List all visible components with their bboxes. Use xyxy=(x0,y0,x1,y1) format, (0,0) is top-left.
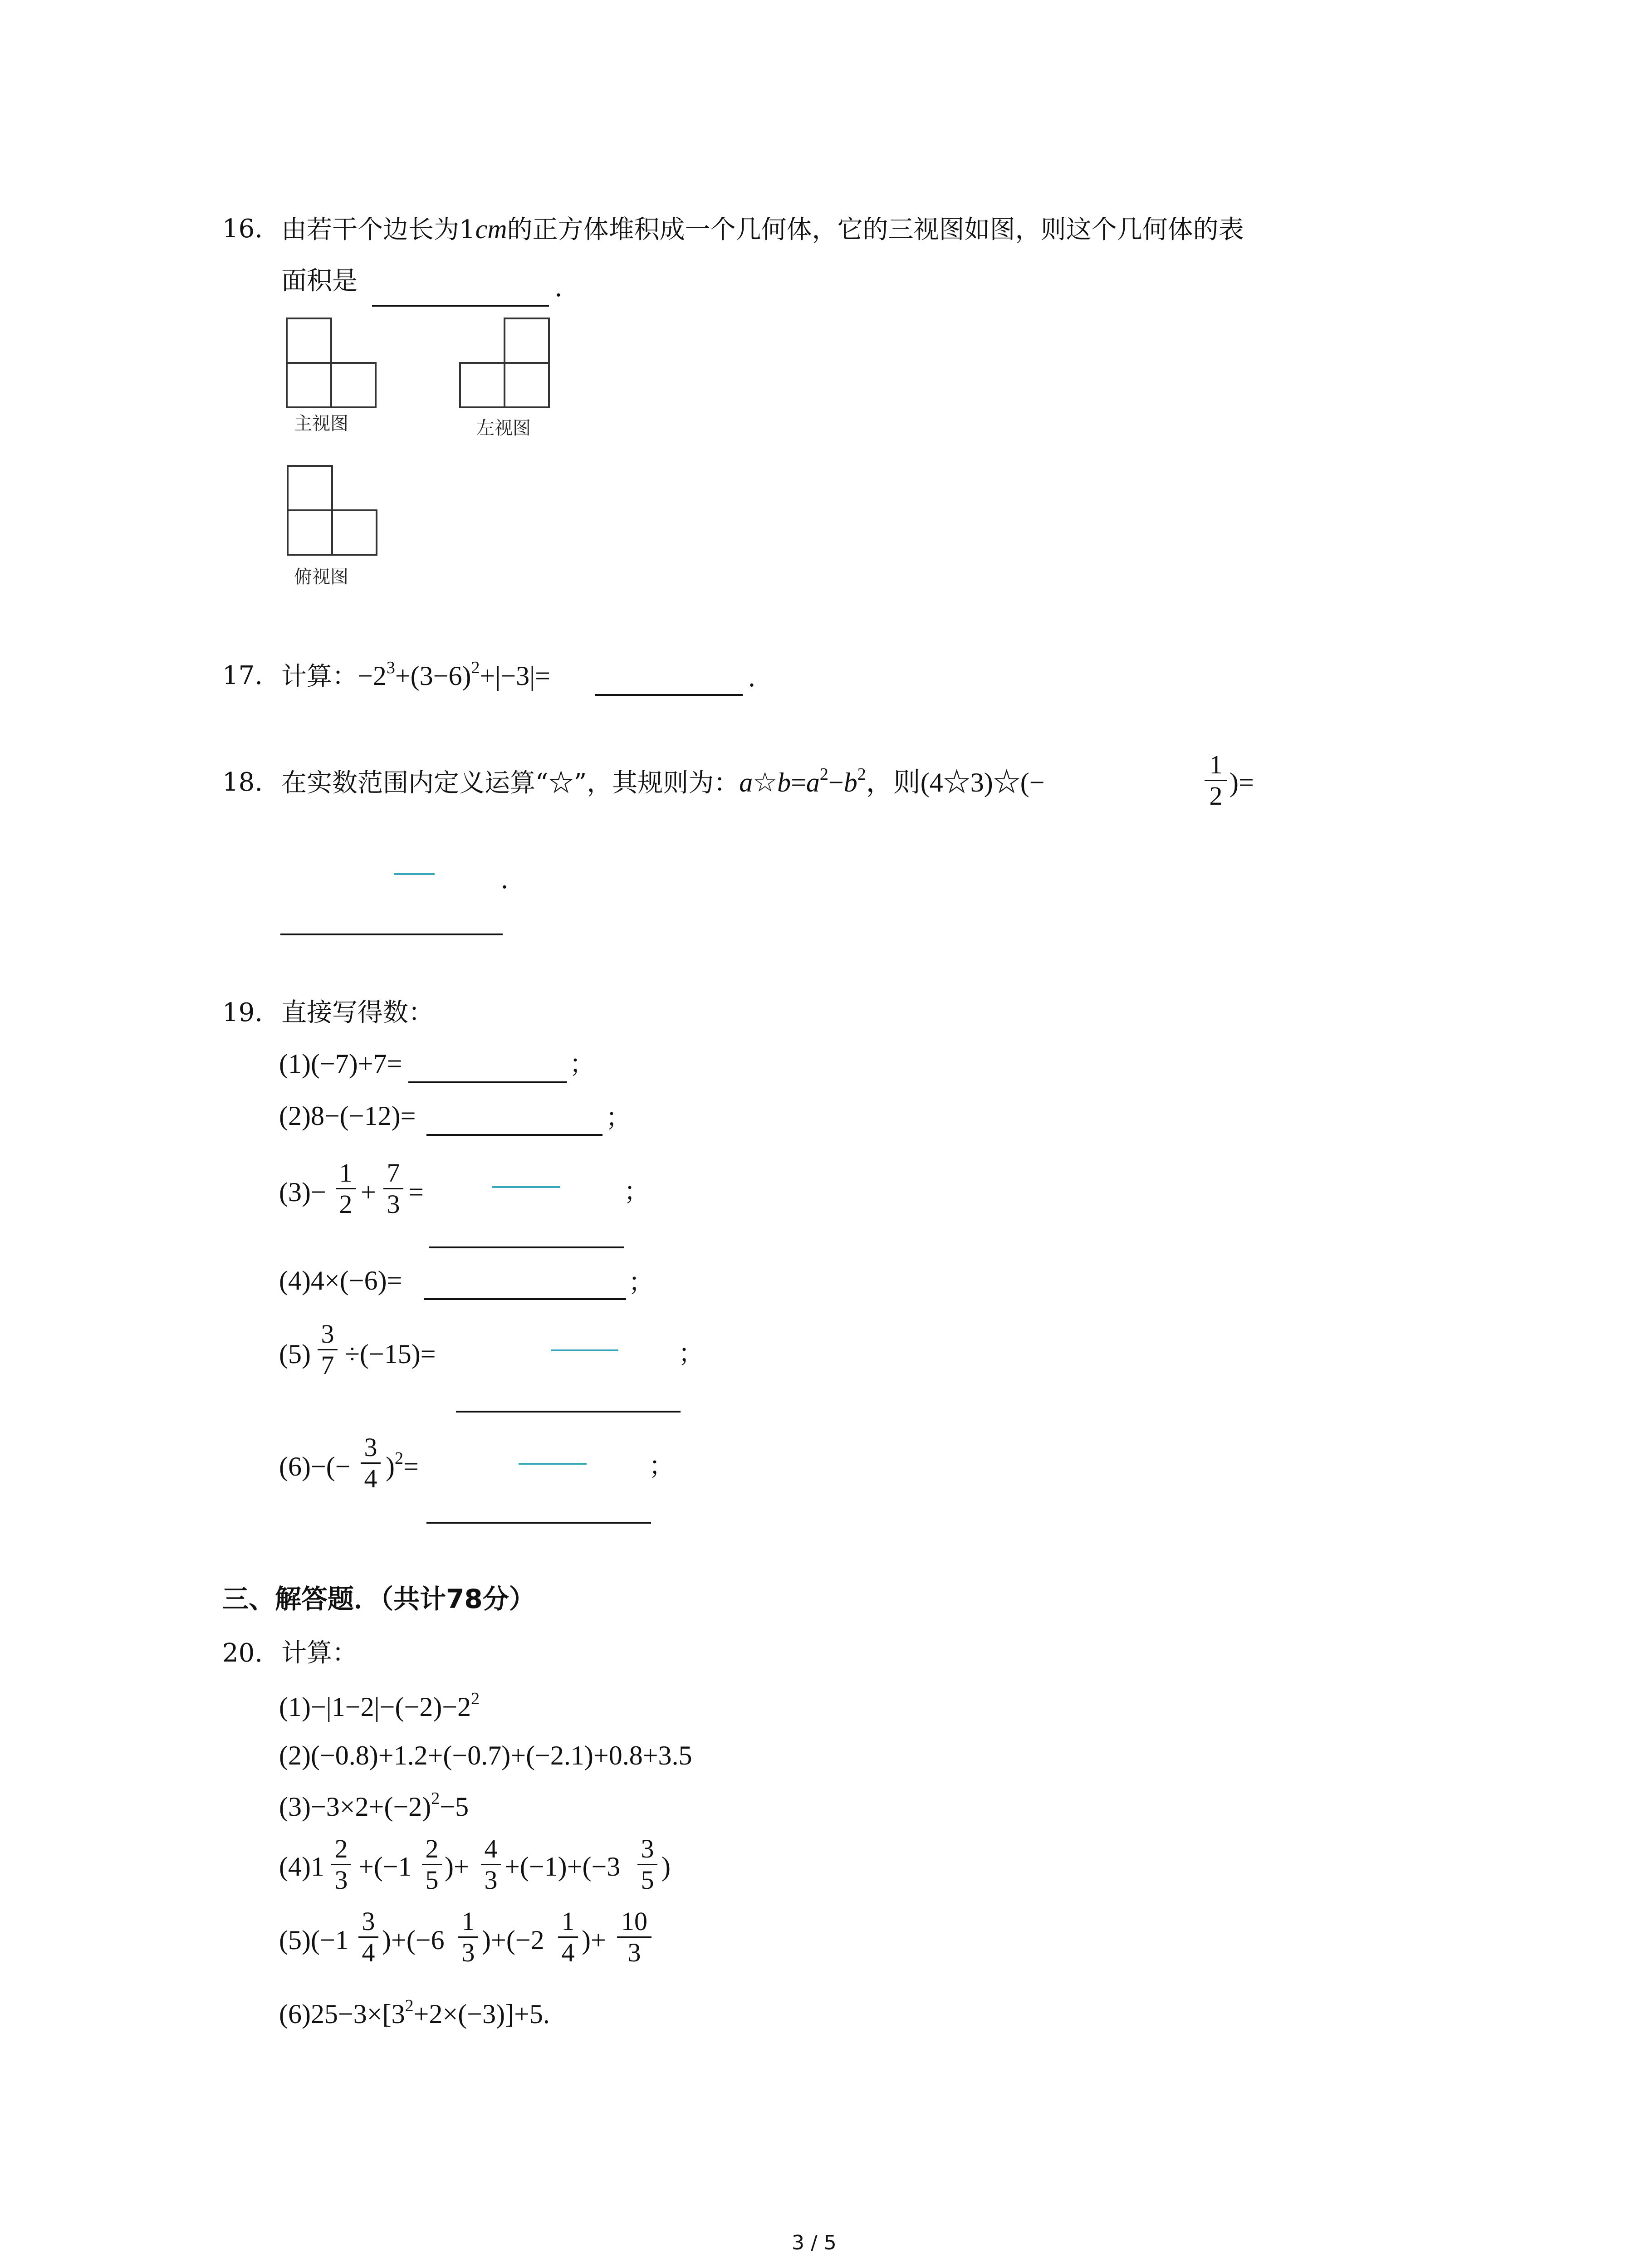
frac-den: 3 xyxy=(461,1938,475,1967)
q17-expression xyxy=(281,660,550,695)
q16-number: 16. xyxy=(222,214,263,244)
q20-p4-frac1 xyxy=(331,1835,351,1894)
q19-p6-paren: ) xyxy=(386,1452,395,1481)
q19-p6-den: 4 xyxy=(364,1464,377,1493)
q19-part5-blank[interactable] xyxy=(456,1411,681,1413)
left-view-cell xyxy=(459,362,505,408)
q19-p5-num: 3 xyxy=(321,1319,334,1349)
q19-part3-frac2 xyxy=(383,1159,403,1218)
left-view-caption: 左视图 xyxy=(476,418,531,439)
q18-rule-star: ☆ xyxy=(753,767,778,797)
q18-rule-b: b xyxy=(777,767,791,797)
q20-p5-frac1 xyxy=(358,1907,378,1967)
frac-den: 5 xyxy=(641,1865,654,1895)
q16-line2: 面积是 xyxy=(281,266,358,296)
q19-part6-frac xyxy=(361,1433,381,1493)
q19-p3-f2-num: 7 xyxy=(387,1158,400,1188)
page-number: 3 / 5 xyxy=(792,2231,837,2254)
q20-part6 xyxy=(279,1998,550,2033)
q20-p4-frac3 xyxy=(481,1835,501,1894)
q19-part3-answer-line[interactable] xyxy=(492,1186,560,1188)
q19-part5-answer-line[interactable] xyxy=(551,1349,618,1351)
q17-number: 17. xyxy=(222,661,263,690)
frac-num: 4 xyxy=(484,1834,498,1863)
frac-num: 2 xyxy=(425,1834,439,1863)
q18-rule-eq: = xyxy=(791,767,806,797)
q20-part4-e: ) xyxy=(661,1852,671,1882)
q18-comma: ，则(4☆3)☆(− xyxy=(866,767,1045,797)
q18-exp-2: 2 xyxy=(857,765,866,784)
q20-p6-text: (6)25−3×[3 xyxy=(279,1999,405,2029)
q20-number: 20. xyxy=(222,1638,263,1668)
q19-p3-f2-den: 3 xyxy=(387,1189,400,1219)
frac-den: 4 xyxy=(362,1938,375,1967)
frac-num: 3 xyxy=(641,1834,654,1863)
top-view-cell xyxy=(287,509,333,556)
q18-answer-blank[interactable] xyxy=(280,934,503,935)
q17-exp-a: 3 xyxy=(386,658,395,677)
q20-p3-tail: −5 xyxy=(440,1792,469,1822)
frac-num: 10 xyxy=(621,1906,647,1936)
q17-period: . xyxy=(748,663,756,693)
q19-part3-eq: = xyxy=(408,1177,424,1207)
q17-expr-a: −2 xyxy=(358,661,387,691)
q19-part2: (2)8−(−12)= xyxy=(279,1101,416,1131)
q18-period: . xyxy=(500,865,509,894)
q18-rule-a2: a xyxy=(806,767,820,797)
q20-part5-a: (5)(−1 xyxy=(279,1925,349,1955)
q19-part4: (4)4×(−6)= xyxy=(279,1266,402,1295)
frac-num: 3 xyxy=(362,1906,375,1936)
q17-expr-b: +(3−6) xyxy=(395,661,471,691)
front-view-caption: 主视图 xyxy=(294,413,348,434)
q20-p3-exp: 2 xyxy=(431,1789,440,1808)
q20-p3-text: (3)−3×2+(−2) xyxy=(279,1792,431,1822)
q18-fraction xyxy=(1205,751,1227,810)
q20-p5-frac4 xyxy=(617,1907,652,1967)
q19-part6-answer-line[interactable] xyxy=(519,1463,587,1465)
q18-rule-minus: − xyxy=(828,767,844,797)
q16-text-a: 由若干个边长为1 xyxy=(281,215,475,244)
q19-part6-b xyxy=(386,1451,419,1486)
q19-part3-frac1 xyxy=(336,1159,356,1218)
q19-part2-semi: ； xyxy=(606,1103,631,1133)
q19-part1-blank[interactable] xyxy=(408,1081,567,1083)
q16-period: . xyxy=(554,273,563,303)
q20-p5-frac3 xyxy=(558,1907,578,1967)
left-view-cell xyxy=(504,318,550,364)
top-view-cell xyxy=(287,465,333,511)
top-view-caption: 俯视图 xyxy=(294,567,348,587)
q20-part4-c: )+ xyxy=(445,1852,469,1882)
q20-p1-exp: 2 xyxy=(471,1689,480,1708)
q19-p6-eq: = xyxy=(403,1452,419,1481)
q18-text xyxy=(281,767,1045,802)
q20-label: 计算： xyxy=(281,1638,358,1668)
q20-part1 xyxy=(279,1691,480,1726)
frac-num: 1 xyxy=(561,1906,575,1936)
q19-p6-num: 3 xyxy=(364,1432,377,1462)
q20-part5-c: )+(−2 xyxy=(482,1925,544,1955)
q19-number: 19. xyxy=(222,998,263,1027)
q20-part4-d: +(−1)+(−3 xyxy=(505,1852,621,1882)
q20-p4-frac2 xyxy=(422,1835,442,1894)
q18-answer-line[interactable] xyxy=(394,873,435,875)
q20-p6-tail: +2×(−3)]+5. xyxy=(413,1999,550,2029)
top-view-cell xyxy=(331,509,377,556)
q19-part5-a: (5) xyxy=(279,1339,311,1369)
q19-part2-blank[interactable] xyxy=(426,1134,603,1136)
q18-frac-num: 1 xyxy=(1209,750,1223,779)
q20-part3 xyxy=(279,1791,469,1826)
q19-part4-semi: ； xyxy=(628,1268,654,1297)
q19-part5-semi: ； xyxy=(678,1339,704,1369)
front-view-cell xyxy=(286,318,332,364)
frac-den: 4 xyxy=(561,1938,575,1967)
frac-den: 5 xyxy=(425,1865,439,1895)
q19-p6-exp: 2 xyxy=(394,1449,403,1468)
q19-part6-semi: ； xyxy=(649,1452,674,1481)
q19-part3-blank[interactable] xyxy=(429,1246,624,1248)
q18-exp-1: 2 xyxy=(819,765,828,784)
q20-part5-d: )+ xyxy=(582,1925,606,1955)
q19-part6-a: (6)−(− xyxy=(279,1452,351,1481)
q19-part6-blank[interactable] xyxy=(426,1522,651,1524)
frac-den: 3 xyxy=(627,1938,641,1967)
q19-p3-f1-den: 2 xyxy=(339,1189,353,1219)
q18-statement: 在实数范围内定义运算“☆”，其规则为： xyxy=(281,768,740,798)
left-view-cell xyxy=(504,362,550,408)
q20-p1-text: (1)−|1−2|−(−2)−2 xyxy=(279,1692,471,1722)
q19-part3-a: (3)− xyxy=(279,1177,326,1207)
q17-answer-blank[interactable] xyxy=(595,694,743,696)
q19-part3-semi: ； xyxy=(624,1177,649,1207)
q19-p5-den: 7 xyxy=(321,1350,334,1380)
q18-rule-a: a xyxy=(739,767,753,797)
q18-frac-den: 2 xyxy=(1209,781,1223,811)
q17-exp-b: 2 xyxy=(471,658,480,677)
q19-part5-b: ÷(−15)= xyxy=(345,1339,436,1369)
frac-den: 3 xyxy=(334,1865,348,1895)
q20-part4-a: (4)1 xyxy=(279,1852,324,1882)
frac-num: 1 xyxy=(461,1906,475,1936)
q19-part4-blank[interactable] xyxy=(424,1298,626,1300)
section3-title: 三、解答题．（共计78分） xyxy=(222,1584,535,1614)
front-view-cell xyxy=(286,362,332,408)
q16-line1 xyxy=(281,213,1244,246)
q19-p3-f1-num: 1 xyxy=(339,1158,353,1188)
q17-expr-c: +|−3|= xyxy=(480,661,551,691)
q17-label: 计算： xyxy=(281,662,358,691)
q20-p6-exp: 2 xyxy=(405,1996,414,2015)
q18-number: 18. xyxy=(222,767,263,797)
q19-part3-plus: + xyxy=(361,1177,376,1207)
q19-part1-semi: ； xyxy=(569,1050,595,1079)
frac-num: 2 xyxy=(334,1834,348,1863)
q20-p5-frac2 xyxy=(458,1907,478,1967)
q18-rule-b2: b xyxy=(843,767,857,797)
front-view-cell xyxy=(330,362,377,408)
q20-part4-b: +(−1 xyxy=(358,1852,412,1882)
q16-text-b: 的正方体堆积成一个几何体，它的三视图如图，则这个几何体的表 xyxy=(507,215,1244,244)
q18-tail: )= xyxy=(1230,767,1254,797)
q19-part5-frac xyxy=(318,1320,338,1379)
q19-title: 直接写得数： xyxy=(281,998,434,1027)
q20-part2: (2)(−0.8)+1.2+(−0.7)+(−2.1)+0.8+3.5 xyxy=(279,1740,692,1770)
q20-part5-b: )+(−6 xyxy=(382,1925,445,1955)
q20-p4-frac4 xyxy=(637,1835,657,1894)
frac-den: 3 xyxy=(484,1865,498,1895)
q16-unit: cm xyxy=(475,214,507,244)
q16-answer-blank[interactable] xyxy=(372,305,549,307)
q19-part1: (1)(−7)+7= xyxy=(279,1049,402,1079)
